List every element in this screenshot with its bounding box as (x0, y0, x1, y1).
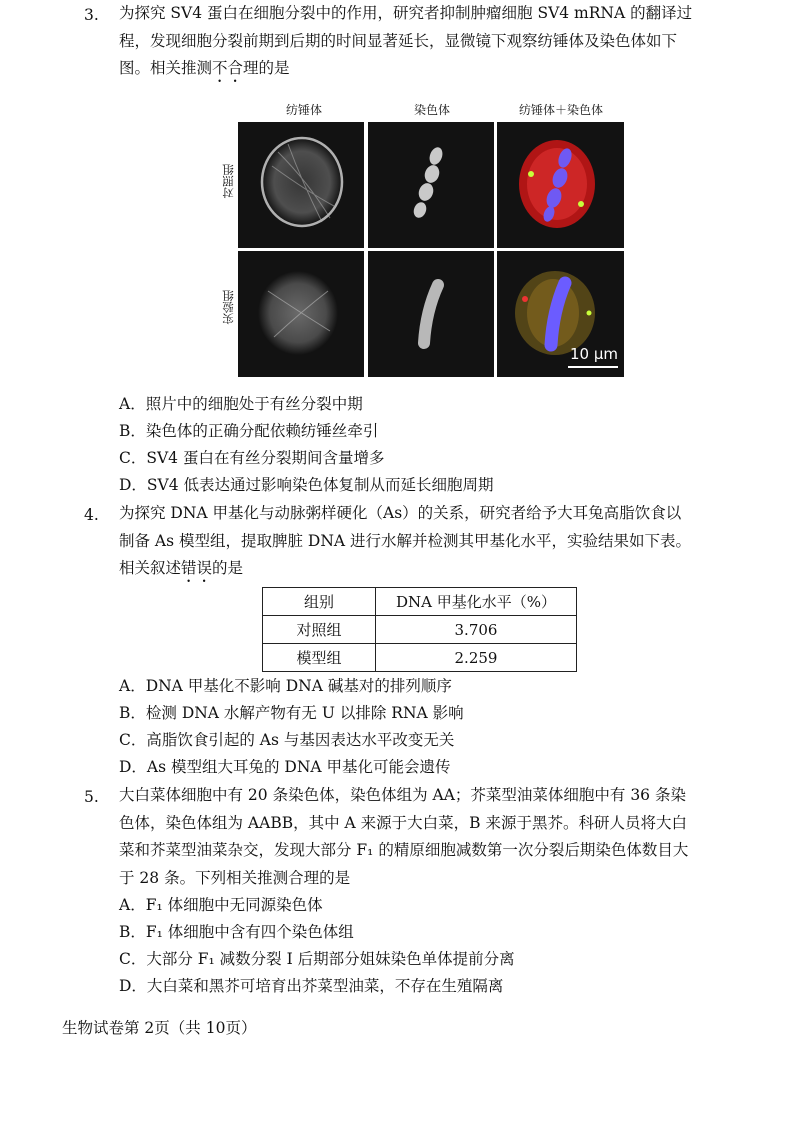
figure-row-experiment: 实验组 (221, 290, 235, 325)
question-3-pre: 图。相关推测 (119, 59, 213, 77)
panel-control-spindle (238, 122, 364, 248)
q3-option-d: D．SV4 低表达通过影响染色体复制从而延长细胞周期 (119, 476, 494, 494)
question-3-line-3 (119, 55, 761, 86)
question-3-number: 3. (84, 6, 99, 24)
question-3-line-2: 程，发现细胞分裂前期到后期的时间显著延长，显微镜下观察纺锤体及染色体如下 (119, 31, 678, 50)
question-3-post: 理的是 (243, 59, 290, 77)
table-cell-value: 2.259 (376, 644, 577, 672)
q4-option-a: A．DNA 甲基化不影响 DNA 碱基对的排列顺序 (119, 677, 452, 695)
scale-bar (568, 366, 618, 368)
q4-option-d: D．As 模型组大耳兔的 DNA 甲基化可能会遗传 (119, 758, 451, 776)
q3-option-b: B．染色体的正确分配依赖纺锤丝牵引 (119, 422, 379, 440)
figure-col-spindle: 纺锤体 (285, 103, 322, 117)
scale-bar-label: 10 μm (570, 345, 619, 363)
question-4-pre: 相关叙述 (119, 559, 182, 577)
methylation-table (262, 587, 577, 672)
question-5-number: 5. (84, 788, 99, 806)
table-cell-group: 模型组 (263, 644, 376, 672)
panel-control-merged (497, 122, 624, 248)
table-cell-group: 对照组 (263, 616, 376, 644)
page-footer: 生物试卷第 2页（共 10页） (62, 1019, 257, 1037)
q5-option-d: D．大白菜和黑芥可培育出芥菜型油菜，不存在生殖隔离 (119, 977, 504, 995)
question-4-line-3 (119, 555, 761, 586)
q5-option-a: A．F₁ 体细胞中无同源染色体 (119, 896, 323, 914)
figure-col-merged: 纺锤体＋染色体 (518, 103, 603, 117)
question-4-line-2: 制备 As 模型组，提取脾脏 DNA 进行水解并检测其甲基化水平，实验结果如下表。 (119, 531, 692, 550)
question-4-emphasis: 错误 (181, 559, 213, 577)
panel-experiment-chromosome (368, 251, 494, 377)
q4-option-c: C．高脂饮食引起的 As 与基因表达水平改变无关 (119, 731, 455, 749)
question-5-line-4: 于 28 条。下列相关推测合理的是 (119, 868, 351, 887)
question-5-line-2: 色体，染色体组为 AABB，其中 A 来源于大白菜，B 来源于黑芥。科研人员将大白 (119, 813, 687, 832)
question-5-line-3: 菜和芥菜型油菜杂交，发现大部分 F₁ 的精原细胞减数第一次分裂后期染色体数目大 (119, 841, 689, 859)
table-header-group: 组别 (263, 588, 376, 616)
question-3-stem (119, 0, 761, 86)
question-5-line-1: 大白菜体细胞中有 20 条染色体，染色体组为 AA；芥菜型油菜体细胞中有 36 条染 (119, 786, 686, 804)
question-4-stem (119, 500, 761, 586)
q3-option-a: A．照片中的细胞处于有丝分裂中期 (119, 395, 363, 413)
q5-option-b: B．F₁ 体细胞中含有四个染色体组 (119, 923, 354, 941)
question-5-stem (119, 782, 761, 892)
table-header-level: DNA 甲基化水平（%） (376, 588, 577, 616)
table-row (263, 616, 577, 644)
panel-control-chromosome (368, 122, 494, 248)
question-4-line-1: 为探究 DNA 甲基化与动脉粥样硬化（As）的关系，研究者给予大耳兔高脂饮食以 (119, 504, 682, 522)
figure-col-chromosome: 染色体 (413, 103, 450, 117)
table-cell-value: 3.706 (376, 616, 577, 644)
q3-option-c: C．SV4 蛋白在有丝分裂期间含量增多 (119, 449, 385, 467)
question-4-post: 的是 (212, 559, 244, 577)
question-3-emphasis: 不合 (212, 59, 244, 77)
table-row (263, 644, 577, 672)
question-4-number: 4. (84, 506, 99, 524)
q5-option-c: C．大部分 F₁ 减数分裂 I 后期部分姐妹染色单体提前分离 (119, 950, 515, 968)
table-header-row (263, 588, 577, 616)
question-3-line-1: 为探究 SV4 蛋白在细胞分裂中的作用，研究者抑制肿瘤细胞 SV4 mRNA 的翻译过 (119, 4, 693, 22)
q4-option-b: B．检测 DNA 水解产物有无 U 以排除 RNA 影响 (119, 704, 464, 722)
panel-experiment-spindle (238, 251, 364, 377)
figure-row-control: 对照组 (221, 164, 235, 199)
